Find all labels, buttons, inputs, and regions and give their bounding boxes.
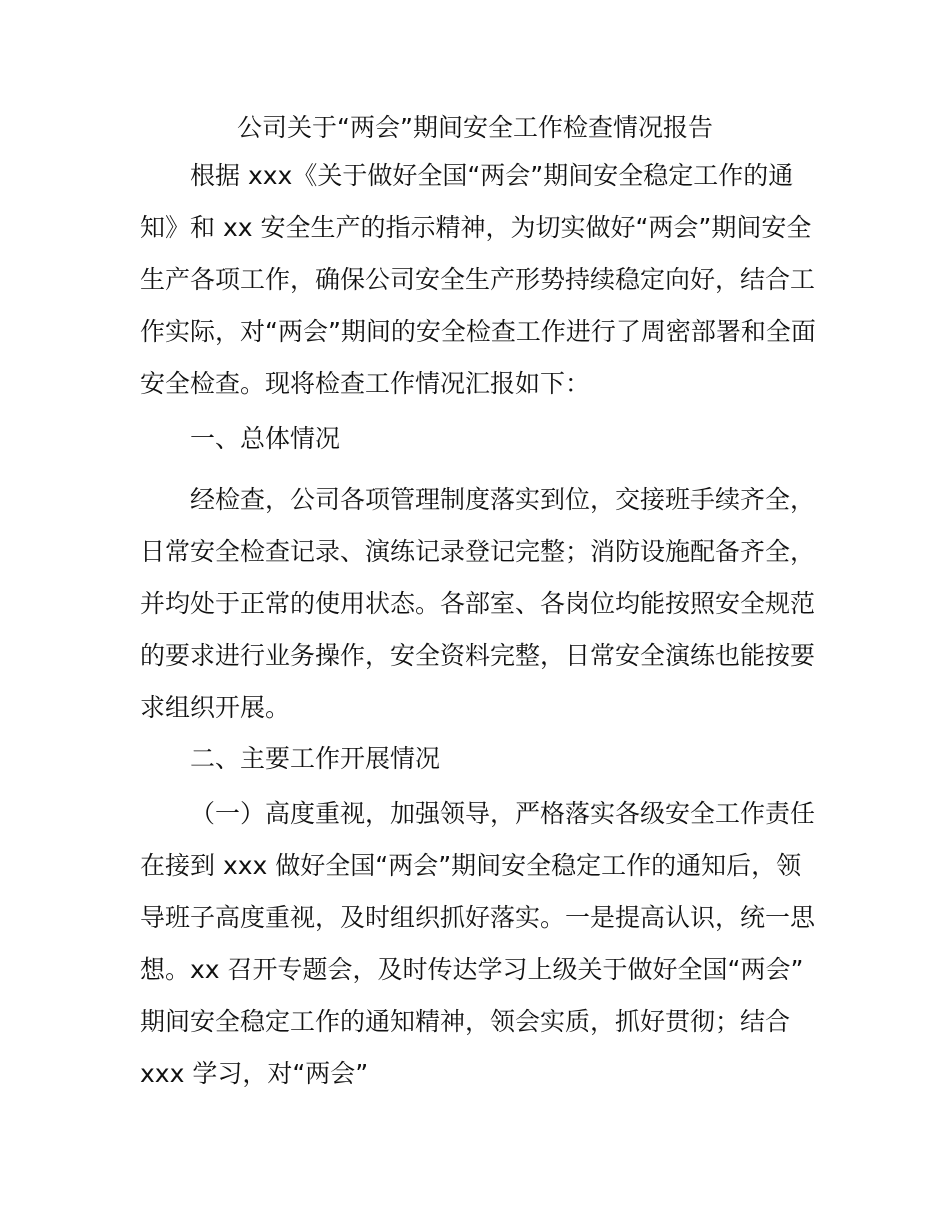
paragraph-line: 生产各项工作，确保公司安全生产形势持续稳定向好，结合工 [140, 265, 816, 294]
paragraph-line: 导班子高度重视，及时组织抓好落实。一是提高认识，统一思 [140, 903, 816, 932]
paragraph-line: 作实际，对“两会”期间的安全检查工作进行了周密部署和全面 [140, 317, 816, 346]
paragraph-line: 知》和 xx 安全生产的指示精神，为切实做好“两会”期间安全 [140, 213, 812, 242]
paragraph-line: 经检查，公司各项管理制度落实到位，交接班手续齐全， [190, 485, 816, 514]
paragraph-line: 求组织开展。 [140, 693, 291, 722]
intro-paragraph [140, 150, 820, 410]
paragraph-line: 日常安全检查记录、演练记录登记完整；消防设施配备齐全， [140, 537, 816, 566]
paragraph-line: 的要求进行业务操作，安全资料完整，日常安全演练也能按要 [140, 641, 816, 670]
paragraph-line: 期间安全稳定工作的通知精神，领会实质，抓好贯彻；结合 [140, 1007, 791, 1036]
paragraph-line: xxx 学习，对“两会” [140, 1059, 369, 1088]
document-title: 公司关于“两会”期间安全工作检查情况报告 [237, 113, 713, 142]
paragraph-line: 安全检查。现将检查工作情况汇报如下： [140, 369, 591, 398]
main-work-paragraph [140, 788, 820, 1100]
section-heading: 一、总体情况 [190, 424, 341, 453]
section-heading-overview [140, 413, 820, 465]
paragraph-line: 根据 xxx《关于做好全国“两会”期间安全稳定工作的通 [190, 161, 794, 190]
paragraph-line: 想。xx 召开专题会，及时传达学习上级关于做好全国“两会” [140, 955, 804, 984]
section-heading: 二、主要工作开展情况 [190, 744, 441, 773]
section-heading-main-work [140, 733, 820, 785]
paragraph-line: （一）高度重视，加强领导，严格落实各级安全工作责任 [190, 799, 816, 828]
overview-paragraph [140, 474, 820, 734]
paragraph-line: 在接到 xxx 做好全国“两会”期间安全稳定工作的通知后，领 [140, 851, 802, 880]
paragraph-line: 并均处于正常的使用状态。各部室、各岗位均能按照安全规范 [140, 589, 816, 618]
